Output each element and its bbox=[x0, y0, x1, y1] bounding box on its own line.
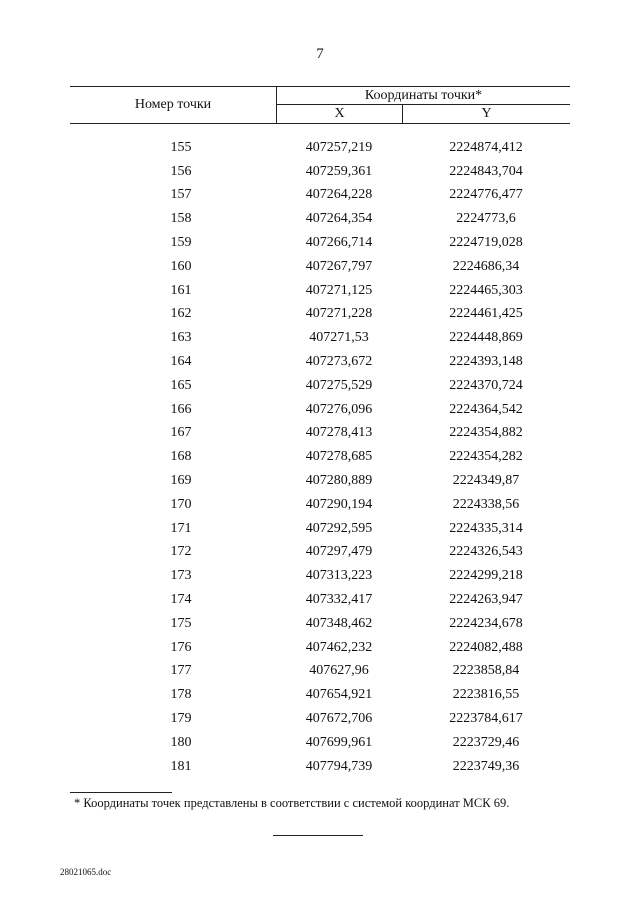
table-row bbox=[70, 755, 570, 779]
x-coordinate-cell: 407273,672 bbox=[305, 354, 373, 370]
x-coordinate-cell: 407266,714 bbox=[305, 235, 373, 251]
point-number-cell: 162 bbox=[170, 306, 192, 322]
header-coordinates bbox=[277, 87, 570, 123]
table-row bbox=[70, 350, 570, 374]
y-coordinate-cell: 2224299,218 bbox=[449, 568, 523, 584]
x-coordinate-cell: 407267,797 bbox=[305, 258, 373, 274]
footnote-divider bbox=[70, 792, 172, 793]
file-name: 28021065.doc bbox=[60, 867, 112, 877]
y-coordinate-cell: 2223749,36 bbox=[452, 758, 520, 774]
point-number-cell: 165 bbox=[170, 377, 192, 393]
y-coordinate-cell: 2223858,84 bbox=[452, 663, 520, 679]
point-number-cell: 169 bbox=[170, 473, 192, 489]
point-number-cell: 180 bbox=[170, 734, 192, 750]
x-coordinate-cell: 407290,194 bbox=[305, 496, 373, 512]
point-number-cell: 159 bbox=[170, 235, 192, 251]
x-coordinate-cell: 407271,228 bbox=[305, 306, 373, 322]
end-divider bbox=[273, 835, 363, 836]
x-coordinate-cell: 407278,413 bbox=[305, 425, 373, 441]
point-number-cell: 168 bbox=[170, 449, 192, 465]
footnote: * Координаты точек представлены в соответствии с системой координат МСК 69. bbox=[74, 796, 510, 810]
y-coordinate-cell: 2224364,542 bbox=[449, 401, 523, 417]
table-row bbox=[70, 326, 570, 350]
point-number-cell: 178 bbox=[170, 687, 192, 703]
table-row bbox=[70, 612, 570, 636]
table-row bbox=[70, 255, 570, 279]
point-number-cell: 172 bbox=[170, 544, 192, 560]
point-number-cell: 158 bbox=[170, 211, 192, 227]
table-row bbox=[70, 636, 570, 660]
point-number-cell: 176 bbox=[170, 639, 192, 655]
table-row bbox=[70, 231, 570, 255]
x-coordinate-cell: 407257,219 bbox=[305, 139, 373, 155]
x-coordinate-cell: 407462,232 bbox=[305, 639, 373, 655]
y-coordinate-cell: 2224448,869 bbox=[449, 330, 523, 346]
x-coordinate-cell: 407794,739 bbox=[305, 758, 373, 774]
header-y: Y bbox=[481, 106, 492, 121]
x-coordinate-cell: 407348,462 bbox=[305, 615, 373, 631]
x-coordinate-cell: 407297,479 bbox=[305, 544, 373, 560]
x-coordinate-cell: 407627,96 bbox=[309, 663, 369, 679]
y-coordinate-cell: 2224393,148 bbox=[449, 354, 523, 370]
y-coordinate-cell: 2224719,028 bbox=[449, 235, 523, 251]
point-number-cell: 181 bbox=[170, 758, 192, 774]
table-header bbox=[70, 86, 570, 124]
table-row bbox=[70, 588, 570, 612]
x-coordinate-cell: 407259,361 bbox=[305, 163, 373, 179]
table-row bbox=[70, 731, 570, 755]
y-coordinate-cell: 2224234,678 bbox=[449, 615, 523, 631]
y-coordinate-cell: 2224370,724 bbox=[449, 377, 523, 393]
table-row bbox=[70, 184, 570, 208]
page-number: 7 bbox=[316, 46, 324, 62]
y-coordinate-cell: 2223784,617 bbox=[449, 711, 523, 727]
x-coordinate-cell: 407292,595 bbox=[305, 520, 373, 536]
point-number-cell: 174 bbox=[170, 592, 192, 608]
x-coordinate-cell: 407280,889 bbox=[305, 473, 373, 489]
table-row bbox=[70, 160, 570, 184]
point-number-cell: 167 bbox=[170, 425, 192, 441]
point-number-cell: 170 bbox=[170, 496, 192, 512]
table-row bbox=[70, 469, 570, 493]
y-coordinate-cell: 2223729,46 bbox=[452, 734, 520, 750]
x-coordinate-cell: 407699,961 bbox=[305, 734, 373, 750]
table-row bbox=[70, 207, 570, 231]
y-coordinate-cell: 2223816,55 bbox=[452, 687, 520, 703]
y-coordinate-cell: 2224354,882 bbox=[449, 425, 523, 441]
header-coordinates-title: Координаты точки* bbox=[277, 87, 570, 105]
point-number-cell: 163 bbox=[170, 330, 192, 346]
x-coordinate-cell: 407276,096 bbox=[305, 401, 373, 417]
x-coordinate-cell: 407271,53 bbox=[309, 330, 369, 346]
x-coordinate-cell: 407271,125 bbox=[305, 282, 373, 298]
y-coordinate-cell: 2224874,412 bbox=[449, 139, 523, 155]
point-number-cell: 157 bbox=[170, 187, 192, 203]
y-coordinate-cell: 2224465,303 bbox=[449, 282, 523, 298]
x-coordinate-cell: 407672,706 bbox=[305, 711, 373, 727]
y-coordinate-cell: 2224349,87 bbox=[452, 473, 520, 489]
y-coordinate-cell: 2224776,477 bbox=[449, 187, 523, 203]
point-number-cell: 160 bbox=[170, 258, 192, 274]
point-number-cell: 177 bbox=[170, 663, 192, 679]
point-number-cell: 171 bbox=[170, 520, 192, 536]
point-number-cell: 155 bbox=[170, 139, 192, 155]
table-row bbox=[70, 279, 570, 303]
table-row bbox=[70, 493, 570, 517]
x-coordinate-cell: 407278,685 bbox=[305, 449, 373, 465]
y-coordinate-cell: 2224686,34 bbox=[452, 258, 520, 274]
y-coordinate-cell: 2224335,314 bbox=[449, 520, 523, 536]
y-coordinate-cell: 2224082,488 bbox=[449, 639, 523, 655]
y-coordinate-cell: 2224263,947 bbox=[449, 592, 523, 608]
point-number-cell: 156 bbox=[170, 163, 192, 179]
y-coordinate-cell: 2224354,282 bbox=[449, 449, 523, 465]
x-coordinate-cell: 407275,529 bbox=[305, 377, 373, 393]
header-x: X bbox=[277, 105, 403, 123]
x-coordinate-cell: 407332,417 bbox=[305, 592, 373, 608]
point-number-cell: 161 bbox=[170, 282, 192, 298]
y-coordinate-cell: 2224326,543 bbox=[449, 544, 523, 560]
table-row bbox=[70, 707, 570, 731]
y-coordinate-cell: 2224773,6 bbox=[456, 211, 516, 227]
y-coordinate-cell: 2224338,56 bbox=[452, 496, 520, 512]
table-body bbox=[70, 136, 570, 779]
x-coordinate-cell: 407264,228 bbox=[305, 187, 373, 203]
table-row bbox=[70, 374, 570, 398]
table-row bbox=[70, 660, 570, 684]
table-row bbox=[70, 136, 570, 160]
y-coordinate-cell: 2224843,704 bbox=[449, 163, 523, 179]
table-row bbox=[70, 422, 570, 446]
table-row bbox=[70, 564, 570, 588]
x-coordinate-cell: 407313,223 bbox=[305, 568, 373, 584]
table-row bbox=[70, 541, 570, 565]
point-number-cell: 164 bbox=[170, 354, 192, 370]
y-coordinate-cell: 2224461,425 bbox=[449, 306, 523, 322]
point-number-cell: 166 bbox=[170, 401, 192, 417]
point-number-cell: 175 bbox=[170, 615, 192, 631]
table-row bbox=[70, 517, 570, 541]
point-number-cell: 179 bbox=[170, 711, 192, 727]
header-point-number: Номер точки bbox=[70, 87, 277, 123]
table-row bbox=[70, 398, 570, 422]
x-coordinate-cell: 407264,354 bbox=[305, 211, 373, 227]
table-row bbox=[70, 445, 570, 469]
table-row bbox=[70, 303, 570, 327]
point-number-cell: 173 bbox=[170, 568, 192, 584]
table-row bbox=[70, 683, 570, 707]
x-coordinate-cell: 407654,921 bbox=[305, 687, 373, 703]
